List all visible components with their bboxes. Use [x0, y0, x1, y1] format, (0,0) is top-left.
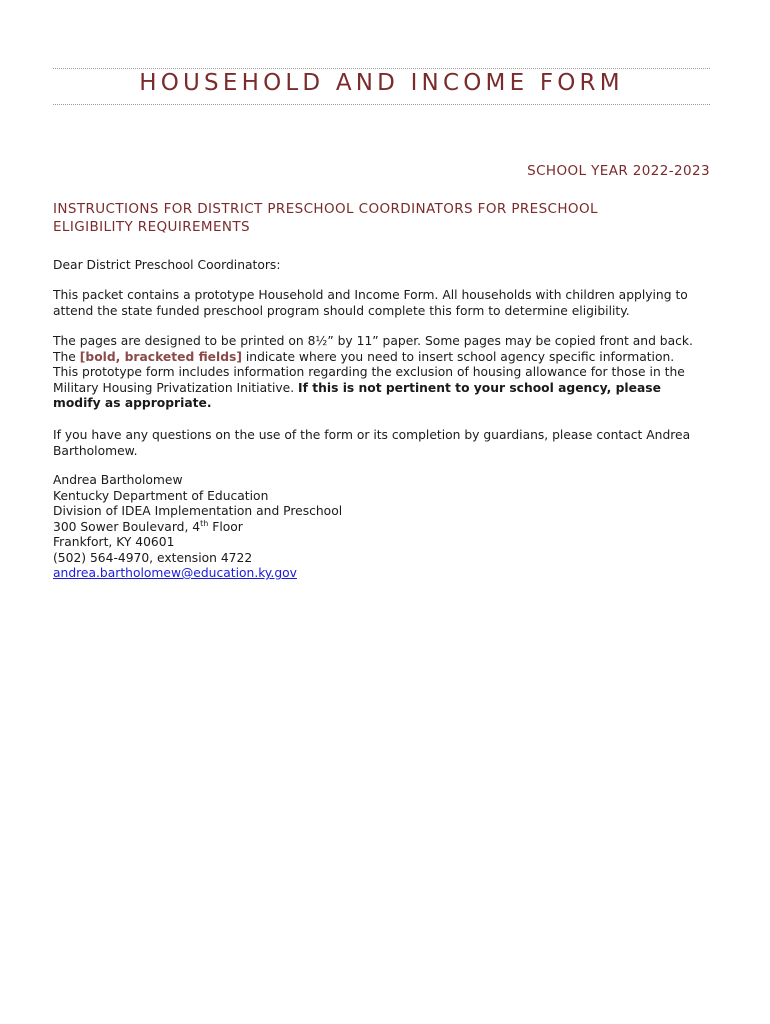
- contact-department: Kentucky Department of Education: [53, 488, 269, 503]
- packet-paragraph: [53, 288, 723, 319]
- contact-email-link[interactable]: andrea.bartholomew@education.ky.gov: [53, 566, 297, 580]
- contact-city: Frankfort, KY 40601: [53, 535, 175, 549]
- contact-address: [53, 520, 723, 536]
- school-year: SCHOOL YEAR 2022-2023: [527, 163, 710, 179]
- contact-name: Andrea Bartholomew: [53, 473, 183, 487]
- contact-division: Division of IDEA Implementation and Preschool: [53, 504, 343, 518]
- pages-line2: [53, 350, 723, 366]
- pages-line1: The pages are designed to be printed on 8½” by 11” paper. Some pages may be copied front and back.: [53, 334, 693, 348]
- contact-phone: (502) 564-4970, extension 4722: [53, 550, 253, 565]
- address-sup: th: [200, 518, 209, 528]
- pages-line2-pre: The: [53, 349, 80, 364]
- questions-line2: Bartholomew.: [53, 443, 138, 458]
- contact-block: [53, 473, 723, 582]
- packet-line2: attend the state funded preschool program should complete this form to determine eligibility.: [53, 303, 630, 318]
- bracketed-fields-highlight: [bold, bracketed fields]: [79, 349, 242, 364]
- top-divider: [53, 68, 710, 69]
- pertinent-notice-bold: If this is not pertinent to your school agency, please: [298, 380, 661, 395]
- pages-line4-pre: Military Housing Privatization Initiative.: [53, 380, 299, 395]
- questions-paragraph: [53, 428, 723, 459]
- title-divider: [53, 104, 710, 105]
- instructions-heading-line1: INSTRUCTIONS FOR DISTRICT PRESCHOOL COORDINATORS FOR PRESCHOOL: [53, 201, 598, 217]
- questions-line1: If you have any questions on the use of the form or its completion by guardians, please contact Andrea: [53, 428, 691, 442]
- address-pre: 300 Sower Boulevard, 4: [53, 519, 201, 534]
- instructions-heading-line2: ELIGIBILITY REQUIREMENTS: [53, 219, 251, 235]
- pages-line4: [53, 381, 723, 397]
- salutation: Dear District Preschool Coordinators:: [53, 258, 281, 272]
- page-title: HOUSEHOLD AND INCOME FORM: [139, 70, 624, 96]
- pages-paragraph: [53, 334, 723, 412]
- instructions-heading: [53, 200, 693, 236]
- address-post: Floor: [208, 519, 243, 534]
- pages-line2-post: indicate where you need to insert school agency specific information.: [241, 349, 675, 364]
- pages-line3: This prototype form includes information regarding the exclusion of housing allowance for those in the: [53, 365, 685, 379]
- packet-line1: This packet contains a prototype Household and Income Form. All households with children applying to: [53, 288, 688, 302]
- pages-line5: modify as appropriate.: [53, 396, 212, 410]
